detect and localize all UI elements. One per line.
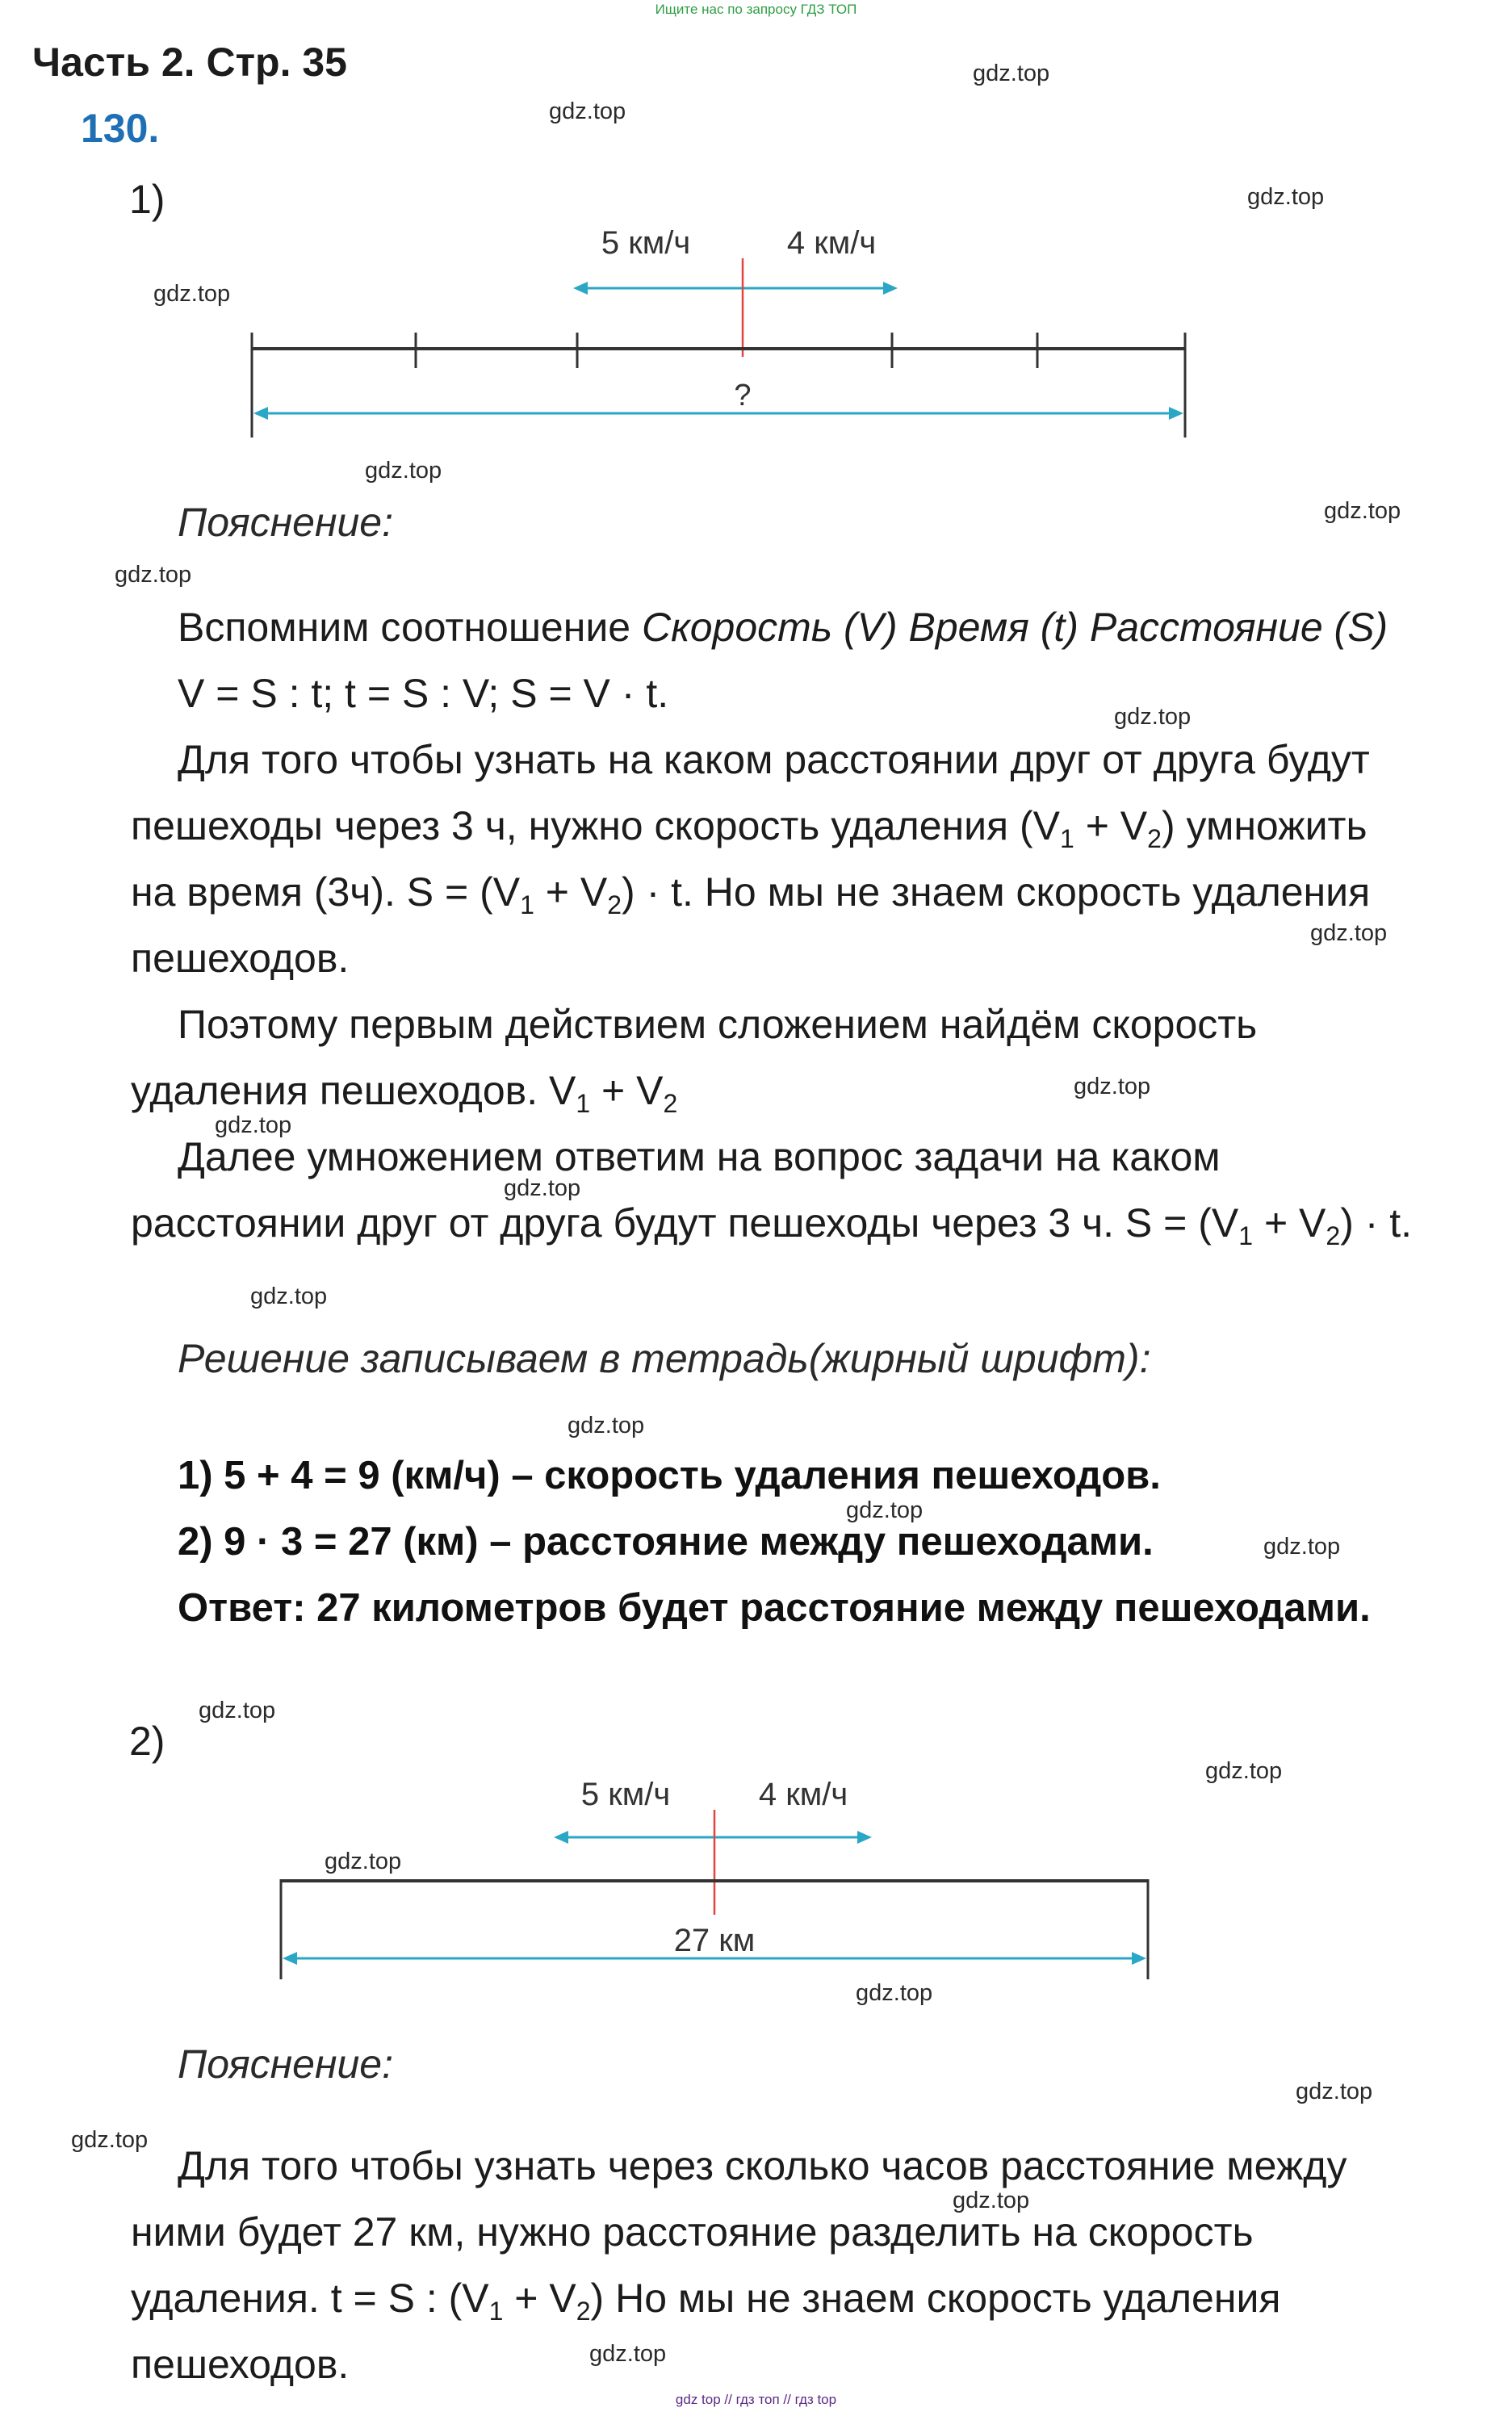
watermark: gdz.top xyxy=(1263,1534,1341,1560)
watermark: gdz.top xyxy=(71,2127,149,2153)
solution-heading: Решение записываем в тетрадь(жирный шрифт): xyxy=(178,1336,1151,1381)
formula-line: V = S : t; t = S : V; S = V · t. xyxy=(178,671,669,716)
paragraph-line: Вспомним соотношение Скорость (V) Время (t) Расстояние (S) xyxy=(178,605,1388,650)
watermark: gdz.top xyxy=(856,1980,933,2006)
part1-explanation-heading: Пояснение: xyxy=(178,500,393,545)
speed-left-label: 5 км/ч xyxy=(601,225,691,261)
solution-answer: Ответ: 27 километров будет расстояние между пешеходами. xyxy=(178,1586,1371,1630)
paragraph-line: удаления пешеходов. $V_1 + V_2$ xyxy=(131,1068,678,1118)
watermark: gdz.top xyxy=(549,98,626,124)
paragraph-line: Поэтому первым действием сложением найдём скорость xyxy=(178,1002,1258,1047)
watermark: gdz.top xyxy=(1324,498,1401,524)
paragraph-line: ними будет 27 км, нужно расстояние разделить на скорость xyxy=(131,2209,1254,2255)
paragraph-line: пешеходов. xyxy=(131,936,350,981)
watermark: gdz.top xyxy=(115,562,192,588)
watermark: gdz.top xyxy=(953,2188,1030,2213)
paragraph-line: расстоянии друг от друга будут пешеходы через 3 ч. $S = (V_1 + V_2) \cdot t$. xyxy=(131,1200,1413,1250)
speed-right-label: 4 км/ч xyxy=(758,1777,848,1812)
top-banner-note: Ищите нас по запросу ГДЗ ТОП xyxy=(655,2,857,17)
paragraph-line: пешеходы через 3 ч, нужно скорость удаления $(V_1 + V_2)$ умножить xyxy=(131,803,1368,853)
paragraph-line: Далее умножением ответим на вопрос задачи на каком xyxy=(178,1134,1221,1179)
footer-note: gdz top // гдз топ // гдз top xyxy=(675,2392,837,2407)
watermark: gdz.top xyxy=(1310,920,1388,946)
paragraph-line: Для того чтобы узнать через сколько часов расстояние между xyxy=(178,2143,1347,2188)
part2-label: 2) xyxy=(129,1719,165,1764)
distance-question-label: ? xyxy=(734,379,752,412)
watermark: gdz.top xyxy=(250,1283,328,1309)
speed-arrow xyxy=(554,1831,872,1844)
watermark: gdz.top xyxy=(1247,184,1325,210)
paragraph-line: пешеходов. xyxy=(131,2342,350,2387)
watermark: gdz.top xyxy=(973,61,1050,86)
watermark: gdz.top xyxy=(365,458,442,484)
task-number: 130. xyxy=(81,106,160,151)
watermark: gdz.top xyxy=(1114,704,1192,730)
part1-motion-diagram xyxy=(242,218,1211,452)
distance-label: 27 км xyxy=(673,1923,756,1958)
watermark: gdz.top xyxy=(199,1698,276,1723)
total-distance-arrow xyxy=(253,407,1183,420)
watermark: gdz.top xyxy=(589,2341,667,2367)
paragraph-line: удаления. t = S : $(V_1 + V_2)$ Но мы не знаем скорость удаления xyxy=(131,2276,1281,2326)
page-title: Часть 2. Стр. 35 xyxy=(32,40,347,85)
solution-step-2: 2) 9 · 3 = 27 (км) – расстояние между пешеходами. xyxy=(178,1520,1154,1564)
watermark: gdz.top xyxy=(325,1849,402,1874)
speed-arrow xyxy=(573,282,898,295)
part2-explanation-heading: Пояснение: xyxy=(178,2041,393,2087)
part1-label: 1) xyxy=(129,177,165,222)
speed-right-label: 4 км/ч xyxy=(786,225,877,261)
watermark: gdz.top xyxy=(1074,1074,1151,1099)
watermark: gdz.top xyxy=(215,1112,292,1138)
watermark: gdz.top xyxy=(153,281,231,307)
paragraph-line: Для того чтобы узнать на каком расстоянии друг от друга будут xyxy=(178,737,1370,782)
watermark: gdz.top xyxy=(568,1413,645,1438)
solution-step-1: 1) 5 + 4 = 9 (км/ч) – скорость удаления пешеходов. xyxy=(178,1454,1161,1497)
watermark: gdz.top xyxy=(1205,1758,1283,1784)
speed-left-label: 5 км/ч xyxy=(580,1777,671,1812)
part2-motion-diagram xyxy=(266,1768,1171,2010)
paragraph-line: на время (3ч). $S = (V_1 + V_2) \cdot t$. Но мы не знаем скорость удаления xyxy=(131,869,1371,919)
watermark: gdz.top xyxy=(846,1497,924,1523)
watermark: gdz.top xyxy=(504,1175,581,1201)
watermark: gdz.top xyxy=(1296,2079,1373,2104)
